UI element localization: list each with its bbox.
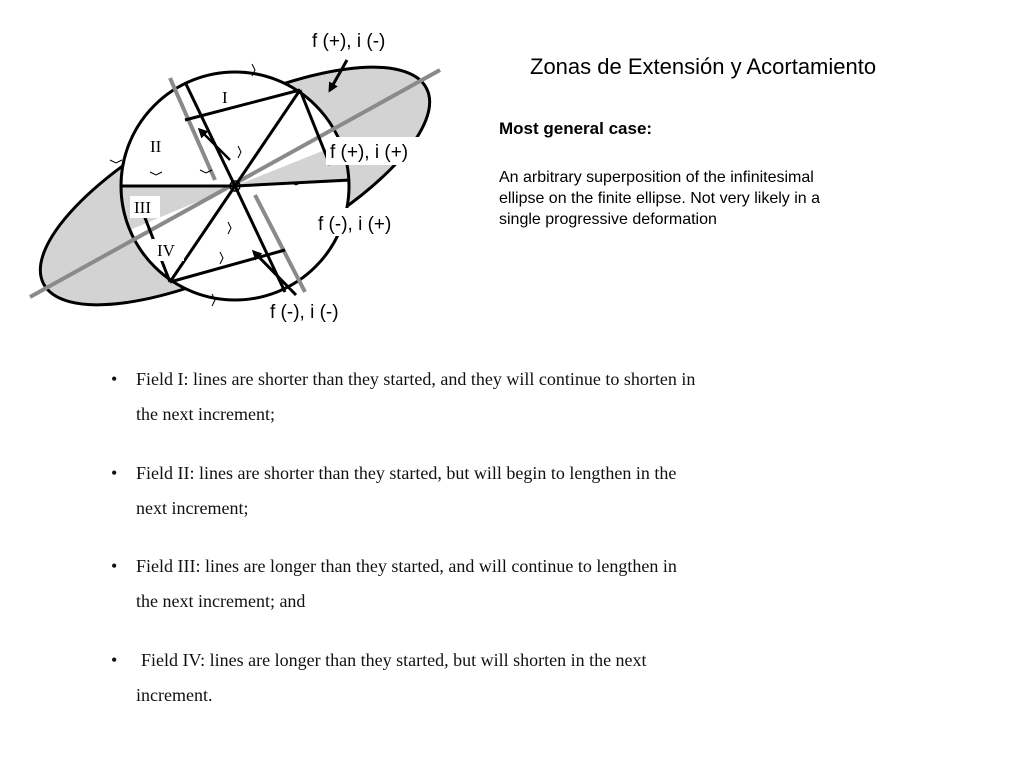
section-subheading: Most general case: — [499, 119, 653, 138]
sector-label-right-lower: f (-), i (+) — [318, 214, 392, 235]
bullet-text-line: Field II: lines are shorter than they started, but will begin to lengthen in the — [136, 463, 677, 483]
case-description — [499, 167, 891, 230]
bullet-dot: • — [111, 463, 118, 483]
bullet-dot: • — [111, 369, 118, 389]
bullet-text-line: Field IV: lines are longer than they started, but will shorten in the next — [141, 650, 647, 670]
description-line: single progressive deformation — [499, 211, 717, 228]
bullet-text-line: the next increment; — [136, 404, 275, 424]
bullet-dot: • — [111, 650, 118, 670]
sector-label-top: f (+), i (-) — [312, 31, 386, 52]
bullet-text-line: Field III: lines are longer than they started, and will continue to lengthen in — [136, 556, 677, 576]
bullet-text-line: increment. — [136, 685, 213, 705]
bullet-dot: • — [111, 556, 118, 576]
strain-ellipse-diagram — [0, 0, 470, 330]
bullet-text-line: the next increment; and — [136, 591, 306, 611]
field-label-iv: IV — [157, 241, 175, 260]
bullet-text-line: Field I: lines are shorter than they started, and they will continue to shorten in — [136, 369, 696, 389]
field-label-iii: III — [134, 198, 151, 217]
sector-label-right-upper: f (+), i (+) — [330, 142, 409, 163]
field-label-i: I — [222, 88, 228, 107]
sector-label-bottom: f (-), i (-) — [270, 302, 339, 323]
field-label-ii: II — [150, 137, 162, 156]
bullet-text-line: next increment; — [136, 498, 249, 518]
description-line: An arbitrary superposition of the infinitesimal — [499, 169, 814, 186]
description-line: ellipse on the finite ellipse. Not very likely in a — [499, 190, 821, 207]
tick-mark — [110, 160, 122, 163]
page-title: Zonas de Extensión y Acortamiento — [530, 54, 877, 79]
